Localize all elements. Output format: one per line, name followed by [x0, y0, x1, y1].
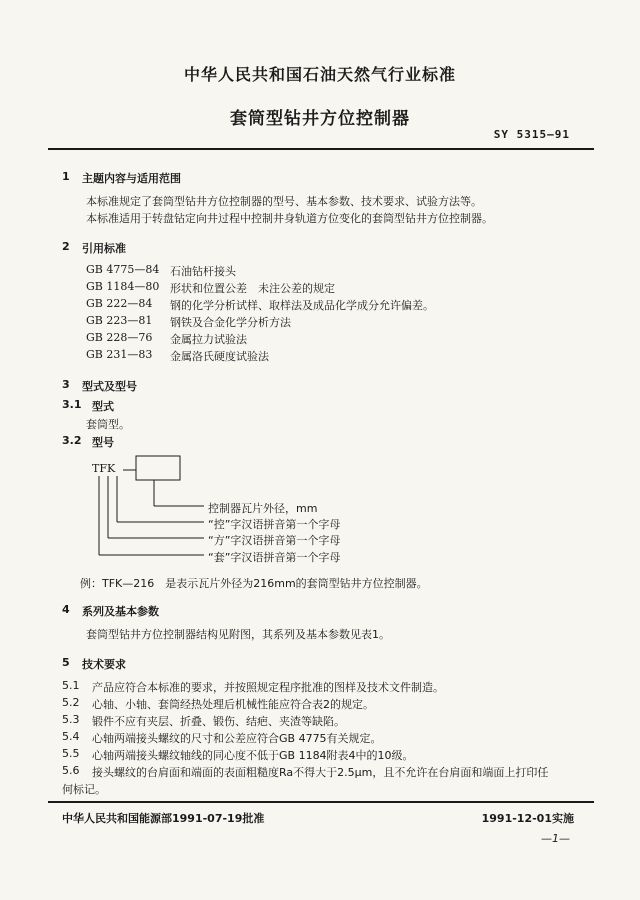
- ref-name: 金属洛氏硬度试验法: [170, 350, 269, 363]
- clause-number: 5.2: [62, 696, 80, 709]
- ref-code: GB 223—81: [86, 314, 153, 327]
- document-title: 套筒型钻井方位控制器: [230, 109, 410, 129]
- ref-name: 形状和位置公差 未注公差的规定: [170, 282, 335, 295]
- clause-number: 5.1: [62, 679, 80, 692]
- section-3-1-number: 3.1: [62, 398, 82, 411]
- ref-name: 钢的化学分析试样、取样法及成品化学成分允许偏差。: [170, 299, 434, 312]
- section-4-title: 系列及基本参数: [82, 605, 159, 618]
- ref-name: 石油钻杆接头: [170, 265, 236, 278]
- clause-number: 5.5: [62, 747, 80, 760]
- ref-code: GB 4775—84: [86, 263, 160, 276]
- diagram-label: “控”字汉语拼音第一个字母: [208, 518, 341, 531]
- section-1-title: 主题内容与适用范围: [82, 172, 181, 185]
- section-3-1-title: 型式: [92, 400, 114, 413]
- example-text: 例：TFK—216 是表示瓦片外径为216mm的套筒型钻井方位控制器。: [80, 577, 428, 590]
- section-5-title: 技术要求: [82, 658, 126, 671]
- ref-name: 金属拉力试验法: [170, 333, 247, 346]
- section-3-title: 型式及型号: [82, 380, 137, 393]
- clause-number: 5.4: [62, 730, 80, 743]
- section-3-1-text: 套筒型。: [86, 418, 130, 431]
- clause-text: 接头螺纹的台肩面和端面的表面粗糙度Ra不得大于2.5μm，且不允许在台肩面和端面上打印任: [92, 766, 549, 779]
- diameter-box: [136, 456, 180, 480]
- clause-text: 产品应符合本标准的要求，并按照规定程序批准的图样及技术文件制造。: [92, 681, 444, 694]
- section-3-number: 3: [62, 378, 70, 391]
- diagram-label: “套”字汉语拼音第一个字母: [208, 551, 341, 564]
- section-5-number: 5: [62, 656, 70, 669]
- standard-code: SY 5315—91: [493, 128, 570, 141]
- ref-code: GB 222—84: [86, 297, 153, 310]
- ref-code: GB 231—83: [86, 348, 153, 361]
- standard-title: 中华人民共和国石油天然气行业标准: [183, 65, 456, 84]
- section-3-2-title: 型号: [92, 436, 114, 449]
- section-1-paragraph-2: 本标准适用于转盘钻定向井过程中控制井身轨道方位变化的套筒型钻井方位控制器。: [86, 212, 493, 225]
- section-1-number: 1: [62, 170, 70, 183]
- ref-code: GB 1184—80: [86, 280, 160, 293]
- approval-statement: 中华人民共和国能源部1991-07-19批准: [62, 812, 265, 825]
- clause-text: 锻件不应有夹层、折叠、锻伤、结疤、夹渣等缺陷。: [92, 715, 345, 728]
- section-3-2-number: 3.2: [62, 434, 82, 447]
- footer-rule: [48, 801, 594, 803]
- section-1-paragraph-1: 本标准规定了套筒型钻井方位控制器的型号、基本参数、技术要求、试验方法等。: [86, 195, 482, 208]
- effective-date: 1991-12-01实施: [481, 812, 574, 825]
- clause-text: 心轴两端接头螺纹的尺寸和公差应符合GB 4775有关规定。: [92, 732, 382, 745]
- section-2-title: 引用标准: [82, 242, 126, 255]
- clause-number: 5.6: [62, 764, 80, 777]
- ref-name: 钢铁及合金化学分析方法: [170, 316, 291, 329]
- page-number: —1—: [541, 832, 570, 845]
- ref-code: GB 228—76: [86, 331, 153, 344]
- model-prefix: TFK: [92, 462, 116, 475]
- clause-text-continuation: 何标记。: [62, 783, 106, 796]
- clause-number: 5.3: [62, 713, 80, 726]
- clause-text: 心轴、小轴、套筒经热处理后机械性能应符合表2的规定。: [92, 698, 374, 711]
- diagram-label: “方”字汉语拼音第一个字母: [208, 534, 341, 547]
- section-4-number: 4: [62, 603, 70, 616]
- section-4-text: 套筒型钻井方位控制器结构见附图，其系列及基本参数见表1。: [86, 628, 390, 641]
- section-2-number: 2: [62, 240, 70, 253]
- clause-text: 心轴两端接头螺纹轴线的同心度不低于GB 1184附表4中的10级。: [92, 749, 414, 762]
- diagram-label: 控制器瓦片外径，mm: [208, 502, 318, 515]
